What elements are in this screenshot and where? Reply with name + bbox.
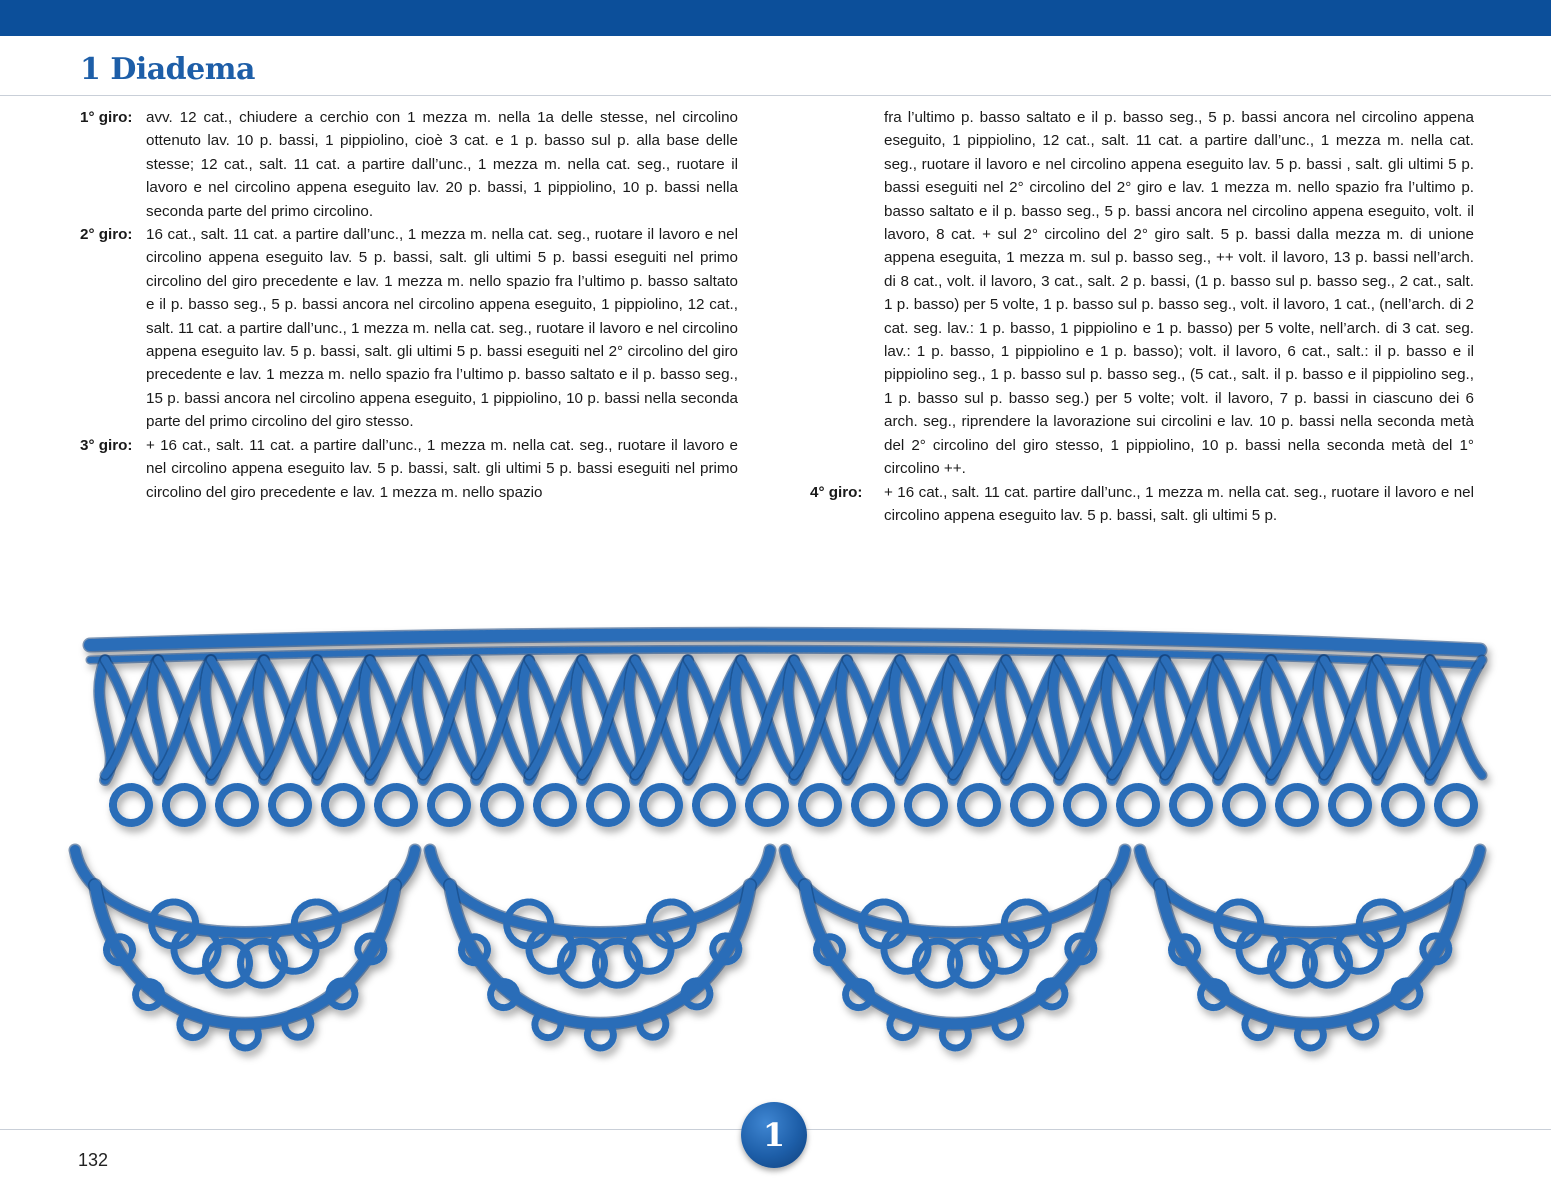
instruction-giro-3 — [80, 434, 738, 504]
instructions-column-left — [80, 106, 738, 504]
giro-text: + 16 cat., salt. 11 cat. a partire dall’unc., 1 mezza m. nella cat. seg., ruotare il lavoro e nel circolino appena eseguito lav. 5 p. bassi, salt. gli ultimi 5 p. bassi eseguiti nel primo circolino del giro precedente e lav. 1 mezza m. nello spazio — [146, 436, 738, 501]
instruction-giro-4 — [810, 481, 1474, 528]
giro-label: 1° giro: — [80, 109, 133, 126]
giro-3-continuation: fra l’ultimo p. basso saltato e il p. basso seg., 5 p. bassi ancora nel circolino appena eseguito, 1 pippiolino, 12 cat., salt. 11 cat. a partire dall’unc., 1 mezza m. nella cat. seg., ruotare il lavoro e nel circolino appena eseguito lav. 5 p. bassi , salt. gli ultimi 5 p. bassi eseguiti nel 2° circolino del 2° giro e lav. 1 mezza m. nello spazio fra l’ultimo p. basso saltato e il p. basso seg., 5 p. bassi ancora nel circolino appena eseguito, volt. il lavoro, 8 cat. + sul 2° circolino del 2° giro salt. 5 p. bassi dalla mezza m. di unione appena eseguita, 1 mezza m. sul p. basso seg., ++ volt. il lavoro, 13 p. bassi nell’arch. di 8 cat., volt. il lavoro, 3 cat., salt. 2 p. bassi, (1 p. basso sul p. basso seg., 2 cat., salt. 1 p. basso) per 5 volte, 1 p. basso sul p. basso seg., volt. il lavoro, 1 cat., (nell’arch. di 2 cat. seg. lav.: 1 p. basso, 1 pippiolino e 1 p. basso) per 5 volte, nell’arch. di 3 cat. seg. lav.: 1 p. basso, 1 pippiolino e 1 p. basso); volt. il lavoro, 6 cat., salt.: il p. basso e il pippiolino seg., 1 p. basso sul p. basso seg., (5 cat., salt. il p. basso e il pippiolino seg., 1 p. basso sul p. basso seg.) per 5 volte; volt. il lavoro, 7 p. bassi in ciascuno dei 6 arch. seg., riprendere la lavorazione sui circolini e lav. 10 p. bassi nella seconda metà del 2° circolino del giro stesso, 1 pippiolino, 10 p. bassi nella seconda metà del 1° circolino ++. — [884, 109, 1474, 478]
giro-label: 4° giro: — [810, 483, 863, 501]
page-title: 1 Diadema — [80, 52, 255, 87]
giro-label: 2° giro: — [80, 226, 133, 244]
giro-text: avv. 12 cat., chiudere a cerchio con 1 mezza m. nella 1a delle stesse, nel circolino ottenuto lav. 10 p. bassi, 1 pippiolino, cioè 3 cat. e 1 p. basso sul p. alla base delle stesse; 12 cat., salt. 11 cat. a partire dall’unc., 1 mezza m. nella cat. seg., ruotare il lavoro e nel circolino appena eseguito lav. 20 p. bassi, 1 pippiolino, 10 p. bassi nella seconda parte del primo circolino. — [146, 109, 738, 220]
page-number: 132 — [78, 1150, 109, 1170]
instruction-giro-2 — [80, 223, 738, 434]
crochet-lace-photo — [60, 600, 1510, 1100]
pattern-number: 1 — [762, 1116, 786, 1154]
title-divider — [0, 95, 1551, 96]
instruction-giro-1 — [80, 106, 738, 223]
giro-text: + 16 cat., salt. 11 cat. partire dall’unc., 1 mezza m. nella cat. seg., ruotare il lavoro e nel circolino appena eseguito lav. 5 p. bassi, salt. gli ultimi 5 p. — [884, 483, 1474, 524]
giro-label: 3° giro: — [80, 436, 133, 454]
header-band — [0, 0, 1551, 36]
instructions-column-right — [810, 106, 1474, 527]
giro-text: 16 cat., salt. 11 cat. a partire dall’unc., 1 mezza m. nella cat. seg., ruotare il lavoro e nel circolino appena eseguito lav. 5 p. bassi, salt. gli ultimi 5 p. bassi eseguiti nel primo circolino del giro precedente e lav. 1 mezza m. nello spazio fra l’ultimo p. basso saltato e il p. basso seg., 5 p. bassi ancora nel circolino appena eseguito, 1 pippiolino, 12 cat., salt. 11 cat. a partire dall’unc., 1 mezza m. nella cat. seg., ruotare il lavoro e nel circolino appena eseguito lav. 5 p. bassi, salt. gli ultimi 5 p. bassi eseguiti nel 2° circolino del giro precedente e lav. 1 mezza m. nello spazio fra l’ultimo p. basso saltato e il p. basso seg., 15 p. bassi ancora nel circolino appena eseguito, 1 pippiolino, 10 p. bassi nella seconda parte del primo circolino del giro stesso. — [146, 226, 738, 431]
pattern-number-badge — [741, 1102, 807, 1168]
